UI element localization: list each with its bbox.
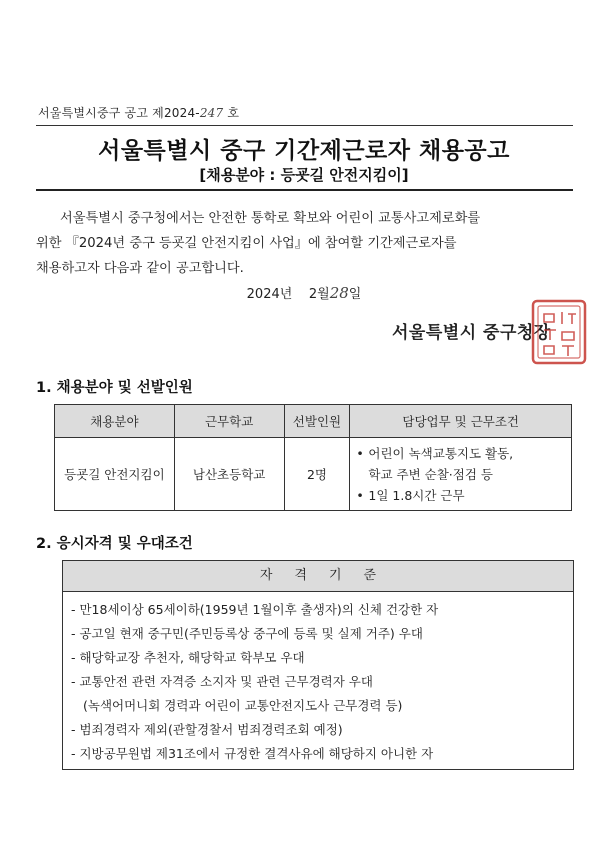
notice-number-prefix: 서울특별시중구 공고 제2024- <box>38 106 200 120</box>
page-subtitle: [채용분야 : 등굣길 안전지킴이] <box>199 166 409 184</box>
list-item: - 만18세이상 65세이하(1959년 1월이후 출생자)의 신체 건강한 자 <box>71 602 439 617</box>
title-bottom-rule <box>36 189 573 191</box>
page-title: 서울특별시 중구 기간제근로자 채용공고 <box>98 138 510 164</box>
official-seal-stamp <box>530 298 588 366</box>
announcement-date <box>0 283 608 302</box>
list-item: - 지방공무원법 제31조에서 규정한 결격사유에 해당하지 아니한 자 <box>71 746 434 761</box>
cell-duty <box>350 438 572 511</box>
date-day-handwritten: 28 <box>329 284 349 302</box>
duty-item: • 어린이 녹색교통지도 활동, <box>356 443 565 464</box>
title-top-rule <box>36 125 573 126</box>
section2-title: 2. 응시자격 및 우대조건 <box>36 536 193 552</box>
qualification-list <box>63 592 573 766</box>
qualification-box <box>62 560 574 770</box>
list-item: (녹색어머니회 경력과 어린이 교통안전지도사 근무경력 등) <box>83 698 403 713</box>
date-month: 2월 <box>308 287 330 302</box>
cell-field: 등굣길 안전지킴이 <box>55 438 175 511</box>
cell-school: 남산초등학교 <box>174 438 284 511</box>
qualification-header: 자격기준 <box>63 561 573 592</box>
issuer-name: 서울특별시 중구청장 <box>392 323 551 343</box>
list-item: - 범죄경력자 제외(관할경찰서 범죄경력조회 예정) <box>71 722 343 737</box>
section1-title: 1. 채용분야 및 선발인원 <box>36 380 193 396</box>
list-item: - 공고일 현재 중구민(주민등록상 중구에 등록 및 실제 거주) 우대 <box>71 626 423 641</box>
header-school: 근무학교 <box>174 405 284 438</box>
list-item: - 교통안전 관련 자격증 소지자 및 관련 근무경력자 우대 <box>71 674 373 689</box>
bullet-icon: • <box>356 445 364 461</box>
bullet-icon: • <box>356 487 364 503</box>
duty-item: • 1일 1.8시간 근무 <box>356 485 565 506</box>
intro-paragraph <box>36 206 576 281</box>
intro-line-1: 서울특별시 중구청에서는 안전한 통학로 확보와 어린이 교통사고제로화를 <box>60 211 481 226</box>
header-count: 선발인원 <box>284 405 350 438</box>
date-day-suffix: 일 <box>348 287 362 302</box>
header-duty: 담당업무 및 근무조건 <box>350 405 572 438</box>
date-year: 2024년 <box>246 287 293 302</box>
header-field: 채용분야 <box>55 405 175 438</box>
list-item: - 해당학교장 추천자, 해당학교 학부모 우대 <box>71 650 305 665</box>
intro-line-2: 위한 『2024년 중구 등굣길 안전지킴이 사업』에 참여할 기간제근로자를 <box>36 236 457 251</box>
notice-number-handwritten: 247 <box>199 106 224 120</box>
notice-number-line <box>38 104 239 121</box>
notice-number-suffix: 호 <box>227 106 240 120</box>
table-row <box>55 438 572 511</box>
duty-item: 학교 주변 순찰·점검 등 <box>368 466 493 482</box>
recruitment-table <box>54 404 572 511</box>
recruitment-table-header-row <box>55 405 572 438</box>
cell-count: 2명 <box>284 438 350 511</box>
duty-list <box>356 443 565 506</box>
intro-line-3: 채용하고자 다음과 같이 공고합니다. <box>36 261 244 276</box>
